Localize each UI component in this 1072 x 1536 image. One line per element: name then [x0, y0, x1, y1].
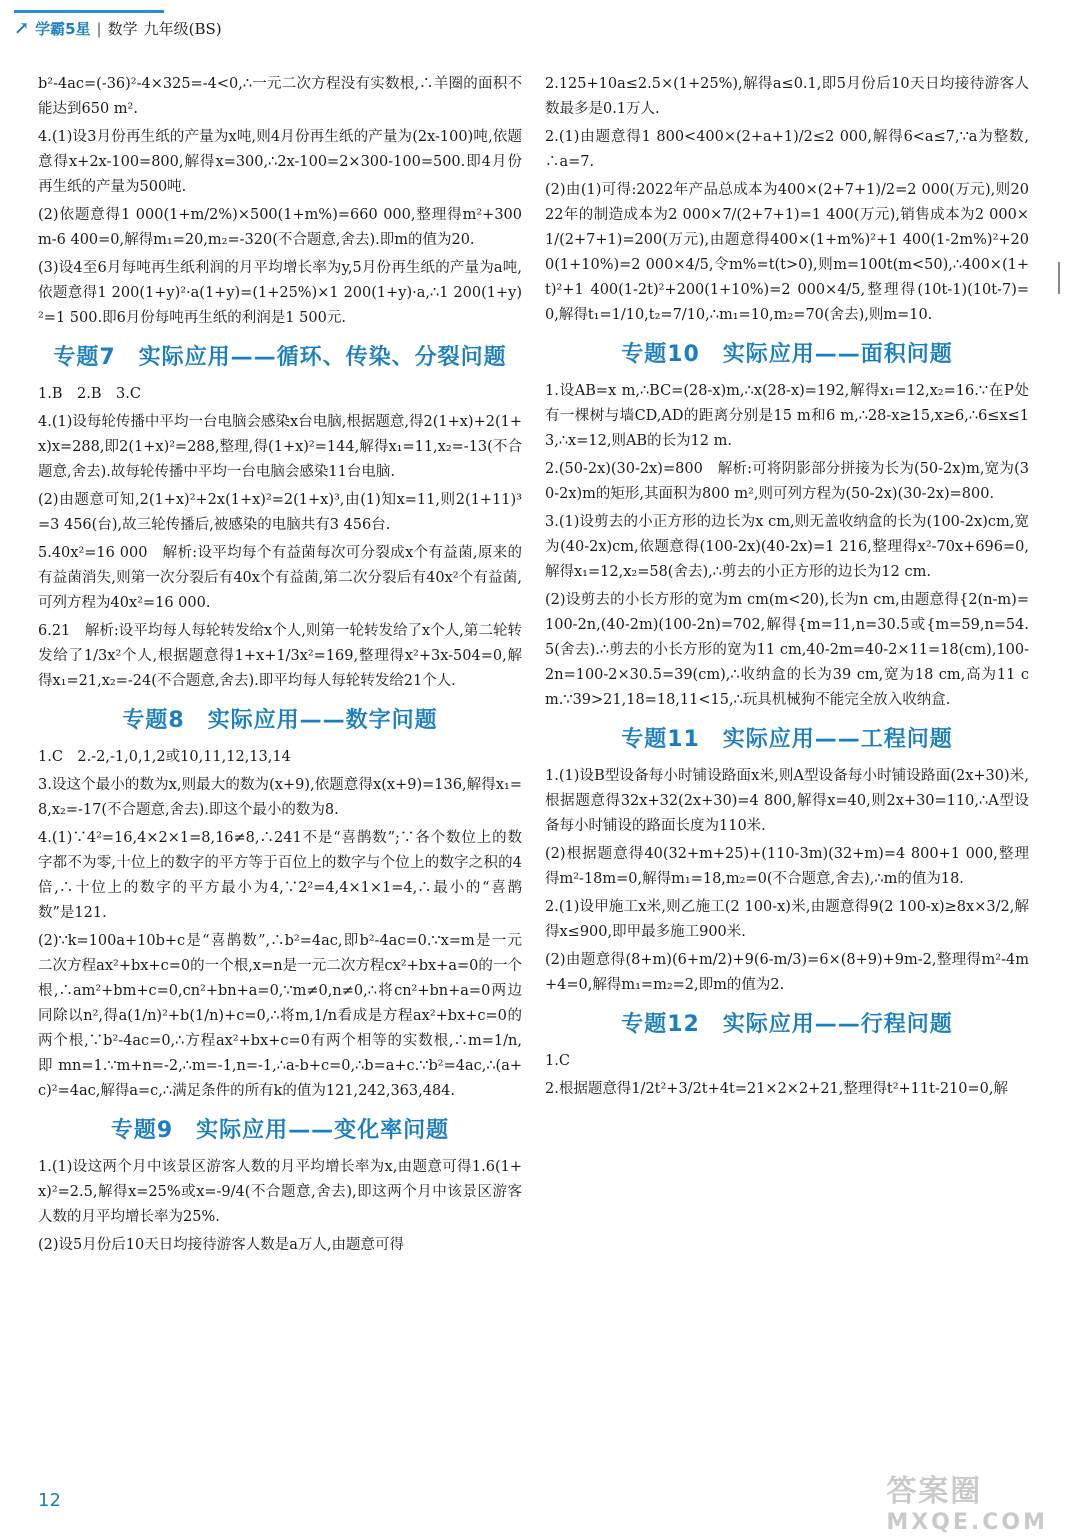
right-paragraph: 1.设AB=x m,∴BC=(28-x)m,∴x(28-x)=192,解得x₁=12,x₂=16.∵在P处有一棵树与墙CD,AD的距离分别是15 m和6 m,∴28-x≥15,x≥6,∴6≤x≤13,∴x=12,则AB的长为12 m.: [545, 383, 1029, 449]
left-section-title: 专题7 实际应用——循环、传染、分裂问题: [53, 345, 507, 370]
right-paragraph: 2.125+10a≤2.5×(1+25%),解得a≤0.1,即5月份后10天日均接待游客人数最多是0.1万人.: [545, 76, 1029, 117]
left-paragraph: 4.(1)设每轮传播中平均一台电脑会感染x台电脑,根据题意,得2(1+x)+2(1+x)x=288,即2(1+x)²=288,整理,得(1+x)²=144,解得x₁=11,x₂=-13(不合题意,舍去).故每轮传播中平均一台电脑会感染11台电脑.: [38, 414, 522, 480]
left-paragraph: 6.21 解析:设平均每人每轮转发给x个人,则第一轮转发给了x个人,第二轮转发给了1/3x²个人,根据题意得1+x+1/3x²=169,整理得x²+3x-504=0,解得x₁=21,x₂=-24(不合题意,舍去).即平均每人每轮转发给21个人.: [38, 623, 522, 689]
right-paragraph: 3.(1)设剪去的小正方形的边长为x cm,则无盖收纳盒的长为(100-2x)cm,宽为(40-2x)cm,依题意得(100-2x)(40-2x)=1 216,整理得x²-70x+696=0,解得x₁=12,x₂=58(舍去),∴剪去的小正方形的边长为12 cm.: [545, 514, 1029, 580]
right-section-title: 专题10 实际应用——面积问题: [621, 342, 953, 367]
left-section-title: 专题9 实际应用——变化率问题: [110, 1118, 450, 1143]
page-number: 12: [38, 1490, 61, 1511]
left-paragraph: b²-4ac=(-36)²-4×325=-4<0,∴一元二次方程没有实数根,∴羊圈的面积不能达到650 m².: [38, 76, 522, 117]
subject: 数学: [107, 20, 138, 38]
left-paragraph: (2)设5月份后10天日均接待游客人数是a万人,由题意可得: [38, 1237, 404, 1253]
right-paragraph: 2.(50-2x)(30-2x)=800 解析:可将阴影部分拼接为长为(50-2x)m,宽为(30-2x)m的矩形,其面积为800 m²,则可列方程为(50-2x)(30-2x)=800.: [545, 461, 1029, 502]
header-rule: [14, 10, 164, 13]
left-paragraph: (2)由题意可知,2(1+x)²+2x(1+x)²=2(1+x)³,由(1)知x=11,则2(1+11)³=3 456(台),故三轮传播后,被感染的电脑共有3 456台.: [38, 492, 522, 533]
left-paragraph: (2)依题意得1 000(1+m/2%)×500(1+m%)=660 000,整理得m²+300m-6 400=0,解得m₁=20,m₂=-320(不合题意,舍去).即m的值为20.: [38, 207, 522, 248]
left-paragraph: 4.(1)设3月份再生纸的产量为x吨,则4月份再生纸的产量为(2x-100)吨,依题意得x+2x-100=800,解得x=300,∴2x-100=2×300-100=500.即4月份再生纸的产量为500吨.: [38, 129, 522, 195]
brand-icon: ↗: [14, 18, 30, 39]
left-section-title: 专题8 实际应用——数字问题: [122, 708, 438, 733]
margin-mark: [1058, 262, 1060, 294]
right-paragraph: (2)由(1)可得:2022年产品总成本为400×(2+7+1)/2=2 000(万元),则2022年的制造成本为2 000×7/(2+7+1)=1 400(万元),销售成本为2 000×1/(2+7+1)=200(万元),由题意得400×(1+m%)²+1 400(1-2m%)²+200(1+10%)=2 000×4/5,令m%=t(t>0),则m=100t(m<50),∴400×(1+t)²+1 400(1-2t)²+200(1+10%)=2 000×4/5,整理得(10t-1)(10t-7)=0,解得t₁=1/10,t₂=7/10,∴m₁=10,m₂=70(舍去),则m=10.: [545, 182, 1029, 323]
left-paragraph: 1.(1)设这两个月中该景区游客人数的月平均增长率为x,由题意可得1.6(1+x)²=2.5,解得x=25%或x=-9/4(不合题意,舍去),即这两个月中该景区游客人数的月平均增长率为25%.: [38, 1159, 522, 1225]
left-paragraph: 1.B 2.B 3.C: [38, 386, 141, 402]
left-paragraph: 3.设这个最小的数为x,则最大的数为(x+9),依题意得x(x+9)=136,解得x₁=8,x₂=-17(不合题意,舍去).即这个最小的数为8.: [38, 777, 522, 818]
right-column: [545, 72, 1029, 1105]
right-paragraph: (2)根据题意得40(32+m+25)+(110-3m)(32+m)=4 800+1 000,整理得m²-18m=0,解得m₁=18,m₂=0(不合题意,舍去),∴m的值为18.: [545, 846, 1029, 887]
right-paragraph: 1.(1)设B型设备每小时铺设路面x米,则A型设备每小时铺设路面(2x+30)米,根据题意得32x+32(2x+30)=4 800,解得x=40,则2x+30=110,∴A型设备每小时铺设的路面长度为110米.: [545, 768, 1029, 834]
watermark-domain: MXQE.COM: [886, 1510, 1048, 1535]
right-section-title: 专题11 实际应用——工程问题: [621, 727, 953, 752]
watermark-text: 答案圈: [886, 1474, 983, 1509]
page-header: [14, 18, 222, 39]
left-paragraph: (3)设4至6月每吨再生纸利润的月平均增长率为y,5月份再生纸的产量为a吨,依题意得1 200(1+y)²·a(1+y)=(1+25%)×1 200(1+y)·a,∴1 200(1+y)²=1 500.即6月份每吨再生纸的利润是1 500元.: [38, 260, 522, 326]
right-paragraph: 2.(1)由题意得1 800<400×(2+a+1)/2≤2 000,解得6<a≤7,∵a为整数,∴a=7.: [545, 129, 1029, 170]
right-paragraph: 2.(1)设甲施工x米,则乙施工(2 100-x)米,由题意得9(2 100-x)≥8x×3/2,解得x≤900,即甲最多施工900米.: [545, 899, 1029, 940]
header-separator: |: [96, 19, 102, 38]
right-paragraph: (2)由题意得(8+m)(6+m/2)+9(6-m/3)=6×(8+9)+9m-2,整理得m²-4m+4=0,解得m₁=m₂=2,即m的值为2.: [545, 952, 1029, 993]
right-paragraph: 2.根据题意得1/2t²+3/2t+4t=21×2×2+21,整理得t²+11t-210=0,解: [545, 1081, 1009, 1097]
watermark-logo: [886, 1466, 1048, 1535]
left-paragraph: 1.C 2.-2,-1,0,1,2或10,11,12,13,14: [38, 749, 291, 765]
right-paragraph: (2)设剪去的小长方形的宽为m cm(m<20),长为n cm,由题意得{2(n-m)=100-2n,(40-2m)(100-2n)=702,解得{m=11,n=30.5或{m=59,n=54.5(舍去).∴剪去的小长方形的宽为11 cm,40-2m=40-2×11=18(cm),100-2n=100-2×30.5=39(cm),∴收纳盒的长为39 cm,宽为18 cm,高为11 cm.∵39>21,18=18,11<15,∴玩具机械狗不能完全放入收纳盒.: [545, 592, 1029, 708]
left-column: [38, 72, 522, 1261]
right-section-title: 专题12 实际应用——行程问题: [621, 1012, 953, 1037]
left-paragraph: 4.(1)∵4²=16,4×2×1=8,16≠8,∴241不是“喜鹊数”;∵各个数位上的数字都不为零,十位上的数字的平方等于百位上的数字与个位上的数字之积的4倍,∴十位上的数字的平方最小为4,∵2²=4,4×1×1=4,∴最小的“喜鹊数”是121.: [38, 830, 522, 921]
grade: 九年级(BS): [143, 20, 222, 38]
brand-name: 学霸5星: [35, 20, 91, 38]
left-paragraph: (2)∵k=100a+10b+c是“喜鹊数”,∴b²=4ac,即b²-4ac=0.∵x=m是一元二次方程ax²+bx+c=0的一个根,x=n是一元二次方程cx²+bx+a=0的一个根,∴am²+bm+c=0,cn²+bn+a=0,∵m≠0,n≠0,∴将cn²+bn+a=0两边同除以n²,得a(1/n)²+b(1/n)+c=0,∴将m,1/n看成是方程ax²+bx+c=0的两个根,∵b²-4ac=0,∴方程ax²+bx+c=0有两个相等的实数根,∴m=1/n,即mn=1.∵m+n=-2,∴m=-1,n=-1,∴a-b+c=0,∴b=a+c.∵b²=4ac,∴(a+c)²=4ac,解得a=c,∴满足条件的所有k的值为121,242,363,484.: [38, 933, 522, 1099]
right-paragraph: 1.C: [545, 1053, 570, 1069]
left-paragraph: 5.40x²=16 000 解析:设平均每个有益菌每次可分裂成x个有益菌,原来的有益菌消失,则第一次分裂后有40x个有益菌,第二次分裂后有40x²个有益菌,可列方程为40x²=16 000.: [38, 545, 522, 611]
